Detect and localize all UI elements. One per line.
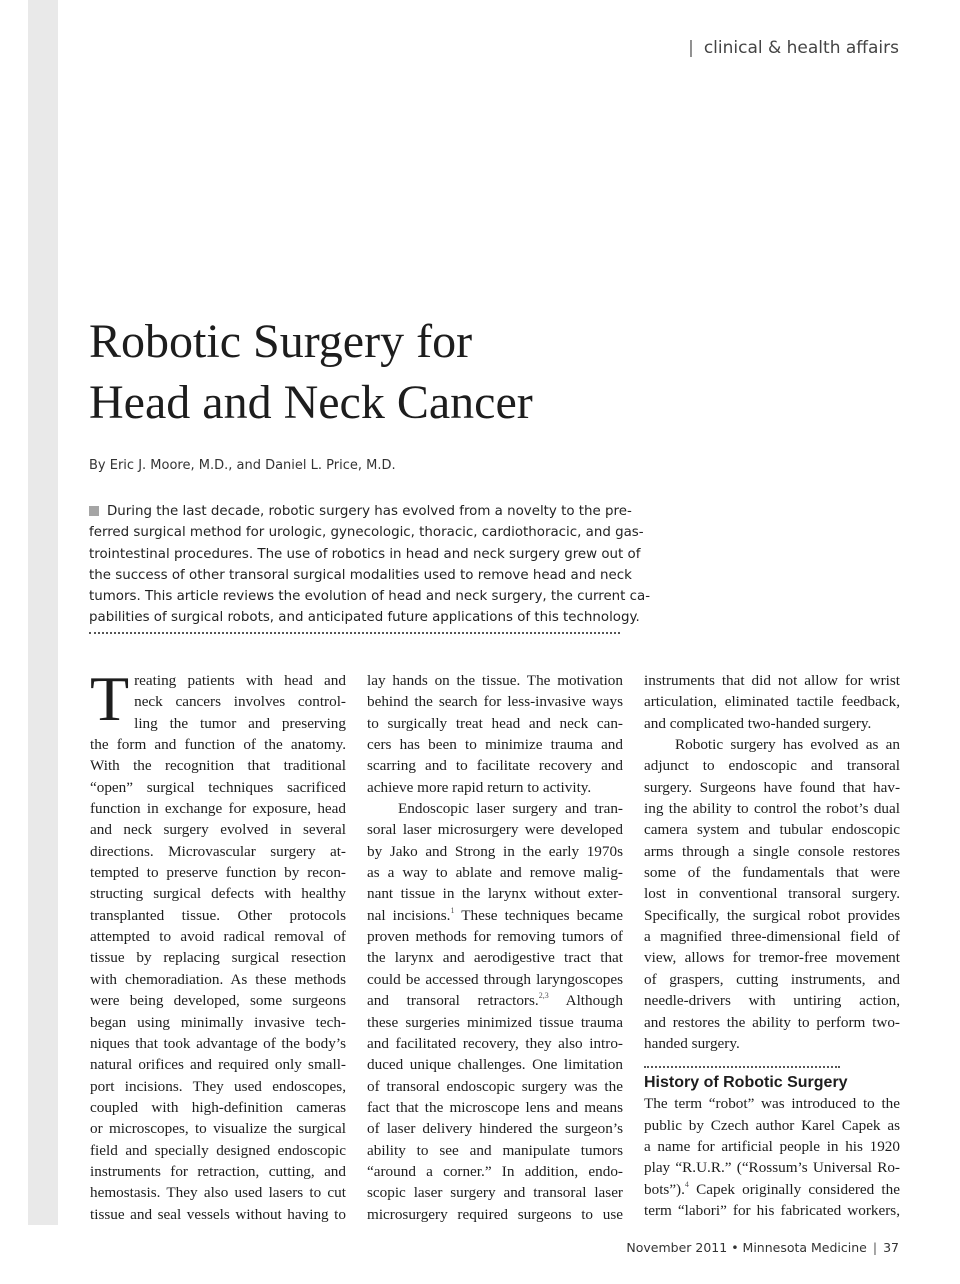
body-line: fact that the microscope lens and means (367, 1098, 623, 1116)
abstract-line: pabilities of surgical robots, and anticipated future applications of this technology. (89, 610, 640, 626)
body-line: microsurgery required surgeons to use (367, 1205, 623, 1223)
body-line: a magnified three-dimensional field of (644, 928, 900, 946)
body-line: hemostasis. They also used lasers to cut (90, 1184, 346, 1202)
body-line: could be accessed through laryngoscopes (367, 970, 623, 988)
body-line: view, allows for tremor-free movement (644, 949, 900, 967)
body-line: needle-drivers with untiring action, (644, 992, 900, 1010)
footer-separator: | (872, 1240, 878, 1255)
body-line-text: bots”). (644, 1180, 685, 1198)
body-line: directions. Microvascular surgery at- (90, 842, 346, 860)
body-line: adjunct to endoscopic and transoral (644, 757, 900, 775)
body-line: and neck surgery evolved in several (90, 821, 346, 839)
body-column-3 (644, 670, 900, 1221)
page-number: 37 (883, 1240, 899, 1255)
article-title (89, 311, 789, 433)
body-line: the form and function of the anatomy. (90, 736, 346, 754)
body-line: articulation, eliminated tactile feedback, (644, 693, 900, 711)
body-line: The term “robot” was introduced to the (644, 1095, 900, 1113)
drop-cap: T (90, 663, 130, 734)
body-line: Robotic surgery has evolved as an (675, 736, 900, 754)
body-line: by Jako and Strong in the early 1970s (367, 842, 623, 860)
reference-marker: 1 (450, 905, 455, 915)
body-line: “open” surgical techniques sacrificed (90, 778, 346, 796)
body-line: transplanted tissue. Other protocols (90, 906, 346, 924)
body-line: ling the tumor and preserving (134, 714, 346, 732)
body-line: proven methods for removing tumors of (367, 928, 623, 946)
body-line: and restores the ability to perform two- (644, 1013, 900, 1031)
body-line: attempted to avoid radical removal of (90, 928, 346, 946)
body-line: surgery. Surgeons have found that hav- (644, 778, 900, 796)
abstract-line: ferred surgical method for urologic, gynecologic, thoracic, cardiothoracic, and gas- (89, 525, 644, 541)
body-line: reating patients with head and (134, 672, 346, 689)
body-line-text: and transoral retractors. (367, 992, 539, 1010)
body-column-2 (367, 670, 623, 1225)
body-line: were being developed, some surgeons (90, 992, 346, 1010)
body-line: play “R.U.R.” (“Rossum’s Universal Ro- (644, 1159, 900, 1177)
body-line: lay hands on the tissue. The motivation (367, 672, 623, 689)
body-line: tempted to preserve function by recon- (90, 864, 346, 882)
body-line (367, 905, 623, 926)
body-line-text: nal incisions. (367, 906, 451, 924)
body-line: duced unique challenges. One limitation (367, 1056, 623, 1074)
body-line: behind the search for less-invasive ways (367, 693, 623, 711)
body-line: structing surgical defects with healthy (90, 885, 346, 903)
body-line: Specifically, the surgical robot provides (644, 906, 900, 924)
byline: By Eric J. Moore, M.D., and Daniel L. Price, M.D. (89, 458, 396, 473)
body-line-text: Capek originally considered the (696, 1180, 900, 1198)
reference-marker: 2,3 (538, 991, 549, 1001)
abstract-line: tumors. This article reviews the evolution of head and neck surgery, the current ca- (89, 589, 651, 605)
body-line: instruments for retraction, cutting, and (90, 1162, 346, 1180)
section-label: clinical & health affairs (703, 38, 899, 58)
body-line-text: Although (565, 992, 623, 1010)
body-line: natural orifices and required only small- (90, 1056, 346, 1074)
subhead-divider (644, 1066, 840, 1068)
page-footer (626, 1240, 899, 1255)
abstract-line (89, 501, 632, 522)
body-line: tissue and seal vessels without having to (90, 1205, 346, 1223)
abstract-line-text: During the last decade, robotic surgery has evolved from a novelty to the pre- (107, 504, 632, 519)
body-line: with chemoradiation. As these methods (90, 970, 346, 988)
square-bullet-icon (89, 506, 99, 516)
body-line: Endoscopic laser surgery and tran- (398, 800, 623, 818)
body-line: as a way to ablate and remove malig- (367, 864, 623, 882)
body-line: the larynx and aerodigestive tract that (367, 949, 623, 967)
body-line: of transoral endoscopic surgery was the (367, 1077, 623, 1095)
body-line: term “labori” for his fabricated workers, (644, 1201, 900, 1219)
abstract (89, 501, 651, 629)
body-line: ability to see and manipulate tumors (367, 1141, 623, 1159)
body-line: public by Czech author Karel Capek as (644, 1116, 900, 1134)
abstract-divider (89, 632, 620, 634)
body-line: camera system and tubular endoscopic (644, 821, 900, 839)
body-line: scarring and to facilitate recovery and (367, 757, 623, 775)
body-line: began using minimally invasive tech- (90, 1013, 346, 1031)
title-line: Robotic Surgery for (89, 315, 473, 368)
body-line: of graspers, cutting instruments, and (644, 970, 900, 988)
body-line: function in exchange for exposure, head (90, 800, 346, 818)
section-header (688, 38, 899, 58)
body-line (367, 990, 623, 1011)
body-line: “around a corner.” In addition, endo- (367, 1162, 623, 1180)
side-margin-strip (28, 0, 58, 1225)
section-subheading: History of Robotic Surgery (644, 1074, 848, 1092)
body-line: of laser delivery hindered the surgeon’s (367, 1120, 623, 1138)
body-line: a name for artificial people in his 1920 (644, 1137, 900, 1155)
body-line: cers has been to minimize trauma and (367, 736, 623, 754)
body-line: or microscopes, to visualize the surgical (90, 1120, 346, 1138)
body-line: neck cancers involves control- (134, 693, 346, 711)
footer-issue: November 2011 • Minnesota Medicine (626, 1240, 867, 1255)
body-line: to surgically treat head and neck can- (367, 714, 623, 732)
section-separator: | (688, 38, 694, 58)
body-line: soral laser microsurgery were developed (367, 821, 623, 839)
body-line: field and specially designed endoscopic (90, 1141, 346, 1159)
body-line: instruments that did not allow for wrist (644, 672, 900, 689)
body-line: these surgeries minimized tissue trauma (367, 1013, 623, 1031)
body-line: nant tissue in the larynx without exter- (367, 885, 623, 903)
abstract-line: the success of other transoral surgical modalities used to remove head and neck (89, 567, 632, 583)
body-line: handed surgery. (644, 1034, 740, 1052)
body-line: some of the fundamentals that were (644, 864, 900, 882)
body-line (644, 1179, 900, 1200)
body-line: niques that took advantage of the body’s (90, 1034, 346, 1052)
body-line: coupled with high-definition cameras (90, 1098, 346, 1116)
body-line: and complicated two-handed surgery. (644, 714, 872, 732)
body-line: tissue by replacing surgical resection (90, 949, 346, 967)
body-line: achieve more rapid return to activity. (367, 778, 592, 796)
body-line-text: These techniques became (461, 906, 623, 924)
title-line: Head and Neck Cancer (89, 376, 533, 429)
body-line: lost in conventional transoral surgery. (644, 885, 900, 903)
body-line: scopic laser surgery and transoral laser (367, 1184, 623, 1202)
body-column-1 (90, 663, 346, 1225)
body-line: With the recognition that traditional (90, 757, 346, 775)
body-line: ing the ability to control the robot’s dual (644, 800, 900, 818)
body-line: port incisions. They used endoscopes, (90, 1077, 346, 1095)
body-line: and facilitated recovery, they also intro- (367, 1034, 623, 1052)
reference-marker: 4 (684, 1179, 689, 1189)
body-line: arms through a single console restores (644, 842, 900, 860)
abstract-line: trointestinal procedures. The use of robotics in head and neck surgery grew out of (89, 546, 641, 562)
